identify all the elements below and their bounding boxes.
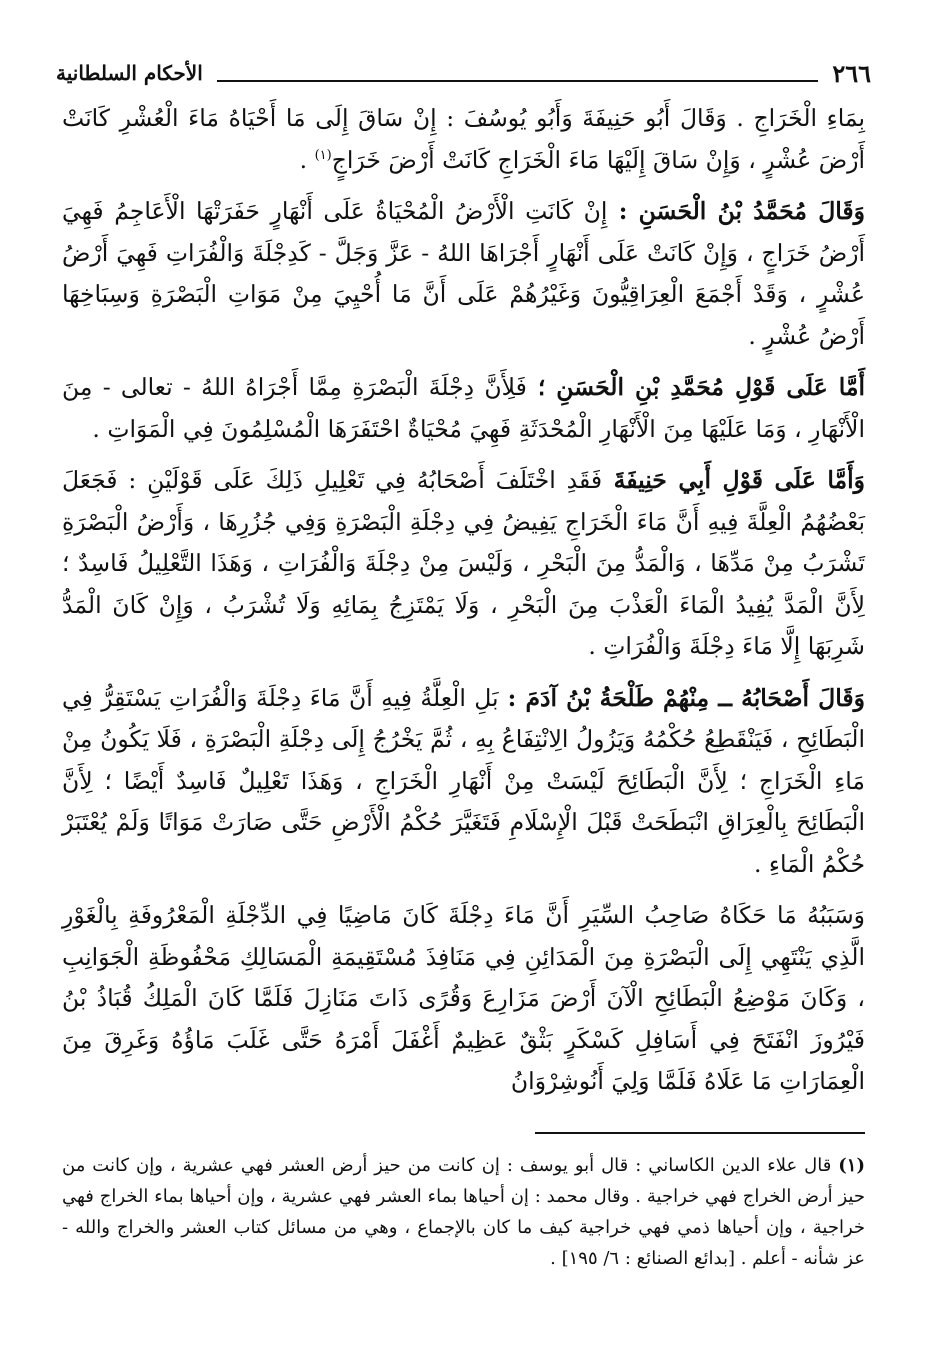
paragraph-lead: وَقَالَ أَصْحَابُهُ ــ مِنْهُمْ طَلْحَةُ بْنُ آدَمَ :: [498, 683, 865, 712]
main-text: [62, 98, 865, 1113]
paragraph-5: [62, 678, 865, 886]
paragraph-text: بَلِ الْعِلَّةُ فِيهِ أَنَّ مَاءَ دِجْلَةَ وَالْفُرَاتِ يَسْتَقِرُّ فِي الْبَطَائِحِ ، فَيَنْقَطِعُ حُكْمُهُ وَيَزُولُ الِانْتِفَاعُ بِهِ ، ثُمَّ يَخْرُجُ إِلَى دِجْلَةِ الْبَصْرَةِ ، فَلَا يَكُونُ مِنْ مَاءِ الْخَرَاجِ ؛ لِأَنَّ الْبَطَائِحَ لَيْسَتْ مِنْ أَنْهَارِ الْخَرَاجِ ، وَهَذَا تَعْلِيلٌ فَاسِدٌ أَيْضًا ؛ لِأَنَّ الْبَطَائِحَ بِالْعِرَاقِ انْبَطَحَتْ قَبْلَ الْإِسْلَامِ فَتَغَيَّرَ حُكْمُ الْأَرْضِ حَتَّى صَارَتْ مَوَاتًا وَلَمْ يُعْتَبَرْ حُكْمُ الْمَاءِ .: [62, 683, 865, 878]
paragraph-lead: أَمَّا عَلَى قَوْلِ مُحَمَّدِ بْنِ الْحَسَنِ ؛: [526, 373, 865, 401]
paragraph-text: بِمَاءِ الْخَرَاجِ . وَقَالَ أَبُو حَنِيفَةَ وَأَبُو يُوسُفَ : إِنْ سَاقَ إِلَى مَا أَحْيَاهُ مَاءَ الْعُشْرِ كَانَتْ أَرْضَ عُشْرٍ ، وَإِنْ سَاقَ إِلَيْهَا مَاءَ الْخَرَاجِ كَانَتْ أَرْضَ خَرَاجٍ: [62, 104, 865, 174]
footnote-reference: (١): [314, 147, 332, 163]
paragraph-text: وَسَبَبُهُ مَا حَكَاهُ صَاحِبُ السِّيَرِ أَنَّ مَاءَ دِجْلَةَ كَانَ مَاضِيًا فِي الدِّجْلَةِ الْمَعْرُوفَةِ بِالْغَوْرِ الَّذِي يَنْتَهِي إِلَى الْبَصْرَةِ مِنَ الْمَدَائِنِ فِي مَنَافِذَ مُسْتَقِيمَةِ الْمَسَالِكِ مَحْفُوظَةِ الْجَوَانِبِ ، وَكَانَ مَوْضِعُ الْبَطَائِحِ الْآنَ أَرْضَ مَزَارِعَ وَقُرًى ذَاتَ مَنَازِلَ فَلَمَّا كَانَ الْمَلِكُ قُبَاذُ بْنُ فَيْرُوزَ انْفَتَحَ فِي أَسَافِلِ كَسْكَرٍ بَثْقٌ عَظِيمٌ أَغْفَلَ أَمْرَهُ حَتَّى غَلَبَ مَاؤُهُ وَغَرِقَ مِنَ الْعِمَارَاتِ مَا عَلَاهُ فَلَمَّا وَلِيَ أَنُوشِرْوَانُ: [62, 901, 865, 1095]
paragraph-lead: وَأَمَّا عَلَى قَوْلِ أَبِي حَنِيفَةَ: [602, 466, 866, 494]
footnote-text: قال علاء الدين الكاساني : قال أبو يوسف : إن كانت من حيز أرض العشر فهي عشرية ، وإن كانت من حيز أرض الخراج فهي خراجية . وقال محمد : إن أحياها بماء العشر فهي عشرية ، وإن أحياها بماء الخراج فهي خراجية ، وإن أحياها ذمي فهي خراجية كيف ما كان بالإجماع ، وهي من مسائل كتاب العشر والخراج والله - عز شأنه - أعلم . [بدائع الصنائع : ٦/ ١٩٥] .: [62, 1155, 865, 1269]
paragraph-1: [62, 98, 865, 181]
paragraph-lead: وَقَالَ مُحَمَّدُ بْنُ الْحَسَنِ :: [607, 197, 866, 225]
paragraph-4: [62, 460, 865, 668]
paragraph-6: [62, 895, 865, 1103]
footnote-marker: (١): [838, 1155, 865, 1176]
footnote: [62, 1150, 865, 1274]
header-rule: [217, 80, 819, 82]
paragraph-2: [62, 191, 865, 357]
paragraph-tail: .: [299, 145, 315, 174]
paragraph-3: [62, 367, 865, 450]
paragraph-text: فَقَدِ اخْتَلَفَ أَصْحَابُهُ فِي تَعْلِيلِ ذَلِكَ عَلَى قَوْلَيْنِ : فَجَعَلَ بَعْضُهُمُ الْعِلَّةَ فِيهِ أَنَّ مَاءَ الْخَرَاجِ يَفِيضُ فِي دِجْلَةِ الْبَصْرَةِ وَفِي جُزُرِهَا ، وَأَرْضُ الْبَصْرَةِ تَشْرَبُ مِنْ مَدِّهَا ، وَالْمَدُّ مِنَ الْبَحْرِ ، وَلَيْسَ مِنْ دِجْلَةَ وَالْفُرَاتِ ، وَهَذَا التَّعْلِيلُ فَاسِدٌ ؛ لِأَنَّ الْمَدَّ يُفِيدُ الْمَاءَ الْعَذْبَ مِنَ الْبَحْرِ ، وَلَا يَمْتَزِجُ بِمَائِهِ وَلَا تُشْرَبُ ، وَإِنْ كَانَ الْمَدُّ شَرِبَهَا إِلَّا مَاءَ دِجْلَةَ وَالْفُرَاتِ .: [62, 466, 865, 660]
paragraph-text: إِنْ كَانَتِ الْأَرْضُ الْمُحْيَاةُ عَلَى أَنْهَارٍ حَفَرَتْهَا الْأَعَاجِمُ فَهِيَ أَرْضُ خَرَاجٍ ، وَإِنْ كَانَتْ عَلَى أَنْهَارٍ أَجْرَاهَا اللهُ - عَزَّ وَجَلَّ - كَدِجْلَةَ وَالْفُرَاتِ فَهِيَ أَرْضُ عُشْرٍ ، وَقَدْ أَجْمَعَ الْعِرَاقِيُّونَ وَغَيْرُهُمْ عَلَى أَنَّ مَا أُحْيِيَ مِنْ مَوَاتِ الْبَصْرَةِ وَسِبَاخِهَا أَرْضُ عُشْرٍ .: [62, 197, 865, 350]
book-title: الأحكام السلطانية: [56, 61, 203, 85]
paragraph-text: فَلِأَنَّ دِجْلَةَ الْبَصْرَةِ مِمَّا أَجْرَاهُ اللهُ - تعالى - مِنَ الْأَنْهَارِ ، وَمَا عَلَيْهَا مِنَ الْأَنْهَارِ الْمُحْدَثَةِ فَهِيَ مُحْيَاةٌ احْتَفَرَهَا الْمُسْلِمُونَ فِي الْمَوَاتِ .: [62, 373, 865, 443]
page-header: [56, 56, 871, 90]
page-number: ٢٦٦: [832, 58, 871, 88]
footnote-divider: [535, 1132, 865, 1134]
